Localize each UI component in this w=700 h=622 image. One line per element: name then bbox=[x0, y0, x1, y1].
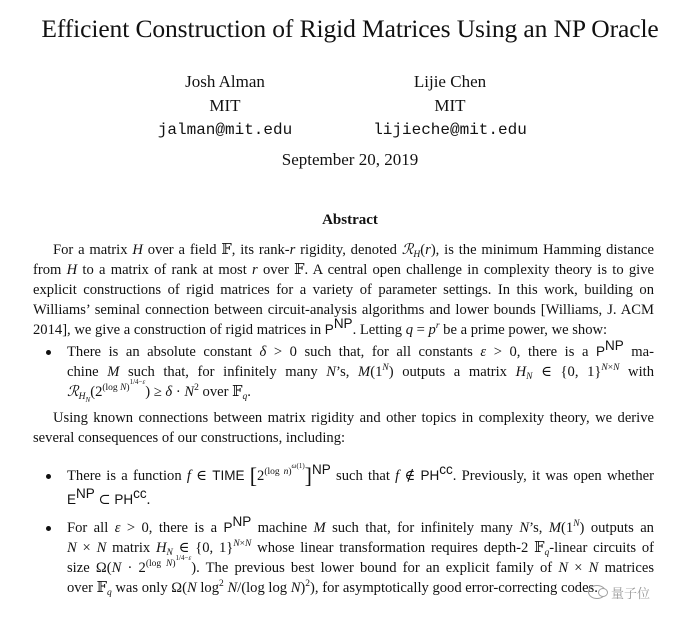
author-block bbox=[110, 70, 340, 142]
abstract-paragraph: For a matrix H over a field 𝔽, its rank-r rigidity, denoted ℛ$_H$(r), is the minimum Hamming distance from H to a matrix of rank at most r over 𝔽. A central open challenge in complexity theory is to give explicit constructions of rigid matrices for a variety of parameter settings. In this work, building on Williams’ seminal connection between circuit-analysis algorithms and lower bounds [Williams, J. ACM 2014], we give a construction of rigid matrices in $P^{NP}$. Letting $q = p^r$ be a prime power, we show: bbox=[33, 242, 654, 338]
watermark bbox=[588, 580, 688, 604]
author-email: lijieche@mit.edu bbox=[373, 121, 527, 139]
paper-title: Efficient Construction of Rigid Matrices Using an NP Oracle bbox=[41, 14, 659, 43]
abstract-heading: Abstract bbox=[322, 212, 378, 228]
bullet-dot bbox=[46, 474, 51, 479]
author-name: Josh Alman bbox=[185, 72, 265, 91]
bullet-dot bbox=[46, 350, 51, 355]
author-affiliation: MIT bbox=[209, 96, 241, 115]
author-name: Lijie Chen bbox=[413, 72, 487, 91]
author-affiliation: MIT bbox=[434, 96, 466, 115]
author-block bbox=[335, 70, 565, 142]
author-email: jalman@mit.edu bbox=[157, 121, 293, 139]
wechat-icon bbox=[588, 585, 606, 599]
paper-date: September 20, 2019 bbox=[281, 150, 419, 169]
bullet-dot bbox=[46, 526, 51, 531]
watermark-text: 量子位 bbox=[611, 586, 651, 602]
abstract-paragraph: Using known connections between matrix rigidity and other topics in complexity theory, we derive several consequences of our constructions, including: bbox=[33, 410, 654, 446]
paper-page: Efficient Construction of Rigid Matrices Using an NP Oracle Josh Alman MIT jalman@mit.edu Lijie Chen MIT lijieche@mit.edu September 20, 2019 Abstract For a matrix H over a field 𝔽, its rank-r rigidity, denoted ℛ$_H$(r), is the minimum Hamming distance from H to a matrix of rank at most r over 𝔽. A central open challenge in complexity theory is to give explicit constructions of rigid matrices for a variety of parameter settings. In this work, building on Williams’ seminal connection between circuit-analysis algorithms and lower bounds [Williams, J. ACM 2014], we give a construction of rigid matrices in $P^{NP}$. Letting $q = p^r$ be a prime power, we show: There is an absolute constant δ > 0 such that, for all constants ε > 0, there is a $P^{NP}$ ma- chine M such that, for infinitely many N’s, $M(1^N)$ outputs a matrix $H_N$ ∈ {0, 1}$^{N\times N}$ with $ℛ_{H_N}(2^{(log N)^{1/4-\varepsilon}}) \ge \delta \cdot N^2$ over 𝔽$_q$. Using known connections between matrix rigidity and other topics in complexity theory, we derive several consequences of our constructions, including: There is a function f ∈ TIME $[2^{(log n)^{\omega(1)}}]^{NP}$ such that f ∉ $PH^{cc}$. Previously, it was open whether $E^{NP}$ ⊂ $PH^{cc}$. For all ε > 0, there is a $P^{NP}$ machine M such that, for infinitely many N’s, $M(1^N)$ outputs an N × N matrix $H_N$ ∈ {0, 1}$^{N\times N}$ whose linear transformation requires depth-2 𝔽$_q$-linear circuits of size $\Omega(N \cdot 2^{(log N)^{1/4-\varepsilon}})$. The previous best lower bound for an explicit family of N × N matrices over 𝔽$_q$ was only Ω(N $\log^2 N/(\log$ log N)$^2$), for asymptotically good error-correcting codes. 量子位 bbox=[0, 0, 700, 622]
